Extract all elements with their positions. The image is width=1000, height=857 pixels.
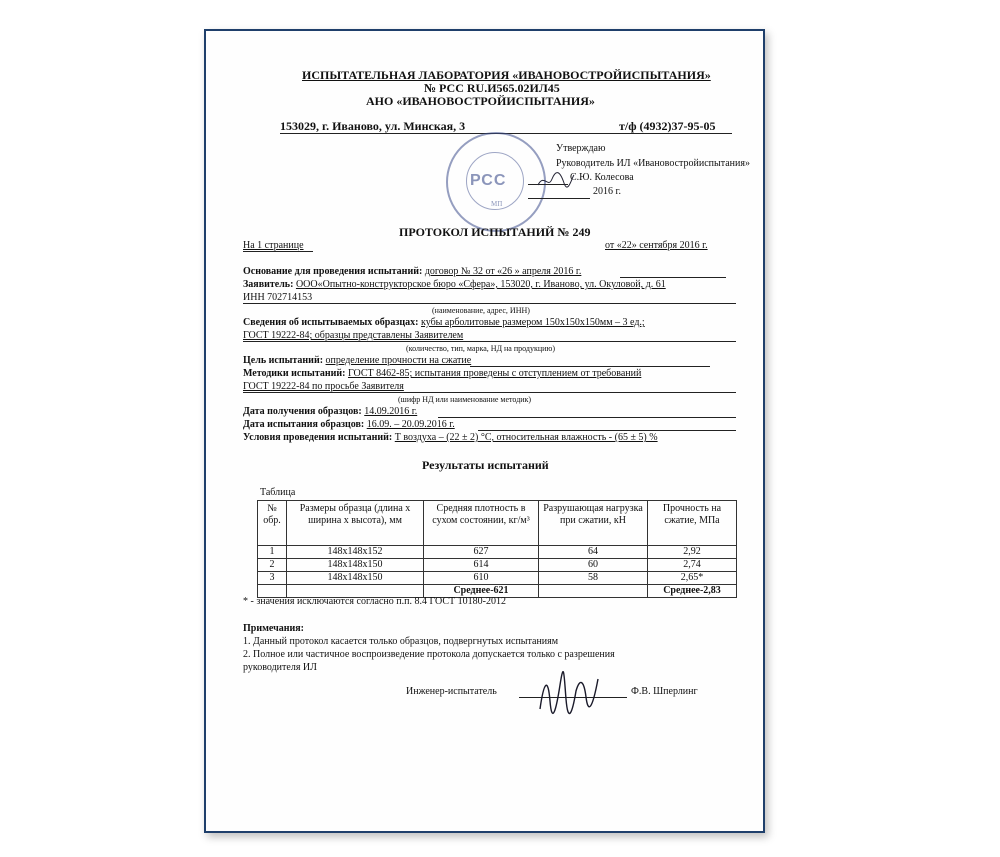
tested-label: Дата испытания образцов: [243, 419, 365, 430]
results-title: Результаты испытаний [422, 458, 549, 472]
goal-label: Цель испытаний: [243, 355, 324, 366]
conditions-value: Т воздуха – (22 ± 2) °С, относительная влажность - (65 ± 5) % [394, 432, 658, 443]
samples-row [243, 317, 645, 329]
cell: 614 [424, 559, 539, 572]
cell: 3 [258, 572, 287, 585]
cell: 2,65* [648, 572, 737, 585]
received-label: Дата получения образцов: [243, 406, 362, 417]
table-row [258, 572, 737, 585]
methods-row [243, 368, 641, 380]
cell: 60 [539, 559, 648, 572]
cell [539, 585, 648, 598]
methods-label: Методики испытаний: [243, 368, 346, 379]
protocol-title: ПРОТОКОЛ ИСПЫТАНИЙ № 249 [399, 225, 591, 239]
stamp-mp: МП [491, 200, 503, 208]
methods-hint: (шифр НД или наименование методик) [398, 395, 532, 404]
applicant-value: ООО«Опытно-конструкторское бюро «Сфера», 153020, г. Иваново, ул. Окуловой, д. 61 [295, 279, 666, 290]
received-value: 14.09.2016 г. [364, 406, 418, 417]
basis-row [243, 266, 581, 278]
methods-value: ГОСТ 8462-85; испытания проведены с отступлением от требований [348, 368, 642, 379]
col-header-density: Средняя плотность в сухом состоянии, кг/м³ [424, 501, 539, 546]
col-header-strength: Прочность на сжатие, МПа [648, 501, 737, 546]
cell: 148x148x150 [287, 572, 424, 585]
cell: 1 [258, 546, 287, 559]
tested-line [478, 430, 736, 431]
applicant-label: Заявитель: [243, 279, 294, 290]
protocol-date: от «22» сентября 2016 г. [605, 240, 708, 251]
samples-line [243, 341, 736, 342]
applicant-inn: ИНН 702714153 [243, 292, 313, 303]
methods-value-2: ГОСТ 19222-84 по просьбе Заявителя [243, 381, 404, 392]
tested-value: 16.09. – 20.09.2016 г. [366, 419, 455, 430]
engineer-signature-icon [534, 671, 604, 719]
protocol-pages: На 1 странице [243, 240, 304, 251]
approved-label: Утверждаю [556, 143, 606, 154]
applicant-hint: (наименование, адрес, ИНН) [432, 306, 530, 315]
results-table [257, 500, 737, 598]
methods-line [243, 392, 736, 393]
notes-title: Примечания: [243, 623, 305, 634]
table-row [258, 546, 737, 559]
approval-date-line [528, 198, 590, 199]
conditions-row [243, 432, 658, 444]
table-label: Таблица [260, 487, 296, 498]
goal-value: определение прочности на сжатие [325, 355, 472, 366]
samples-hint: (количество, тип, марка, НД на продукцию) [406, 344, 556, 353]
samples-value: кубы арболитовые размером 150х150х150мм – 3 ед.; [420, 317, 645, 328]
received-row [243, 406, 417, 418]
address: 153029, г. Иваново, ул. Минская, 3 [280, 119, 466, 133]
table-header-row [258, 501, 737, 546]
goal-line [470, 366, 710, 367]
round-stamp [446, 132, 546, 232]
engineer-name: Ф.В. Шперлинг [631, 686, 698, 697]
received-line [438, 417, 736, 418]
table-row [258, 559, 737, 572]
col-header-size: Размеры образца (длина х ширина х высота), мм [287, 501, 424, 546]
cell: 58 [539, 572, 648, 585]
cell: 610 [424, 572, 539, 585]
note-2-continued: руководителя ИЛ [243, 662, 317, 673]
basis-line [620, 277, 726, 278]
col-header-number: № обр. [258, 501, 287, 546]
note-2: 2. Полное или частичное воспроизведение протокола допускается только с разрешения [243, 649, 615, 660]
note-1: 1. Данный протокол касается только образцов, подвергнутых испытаниям [243, 636, 559, 647]
conditions-label: Условия проведения испытаний: [243, 432, 393, 443]
cell: 148x148x150 [287, 559, 424, 572]
cell: 2 [258, 559, 287, 572]
approval-name: С.Ю. Колесова [570, 172, 634, 183]
phone: т/ф (4932)37-95-05 [619, 119, 716, 133]
avg-strength: Среднее-2,83 [648, 585, 737, 598]
avg-density: Среднее-621 [424, 585, 539, 598]
document-sheet [204, 29, 765, 833]
approval-signature-icon [536, 169, 576, 191]
basis-value: договор № 32 от «26 » апреля 2016 г. [424, 266, 582, 277]
cell: 627 [424, 546, 539, 559]
registration-number: № РСС RU.И565.02ИЛ45 [424, 81, 560, 95]
basis-label: Основание для проведения испытаний: [243, 266, 423, 277]
goal-row [243, 355, 471, 367]
cell: 2,74 [648, 559, 737, 572]
applicant-row [243, 279, 666, 291]
approval-year: 2016 г. [593, 186, 621, 197]
cell: 64 [539, 546, 648, 559]
col-header-load: Разрушающая нагрузка при сжатии, кН [539, 501, 648, 546]
lab-name: ИСПЫТАТЕЛЬНАЯ ЛАБОРАТОРИЯ «ИВАНОВОСТРОЙИСПЫТАНИЯ» [302, 68, 711, 82]
table-footnote: * - значения исключаются согласно п.п. 8.4 ГОСТ 10180-2012 [243, 596, 506, 607]
cell: 148x148x152 [287, 546, 424, 559]
approval-head: Руководитель ИЛ «Ивановостройиспытания» [556, 158, 750, 169]
samples-value-2: ГОСТ 19222-84; образцы представлены Заявителем [243, 330, 464, 341]
organization-name: АНО «ИВАНОВОСТРОЙИСПЫТАНИЯ» [366, 94, 595, 108]
cell: 2,92 [648, 546, 737, 559]
applicant-line [243, 303, 736, 304]
engineer-role: Инженер-испытатель [406, 686, 497, 697]
tested-row [243, 419, 455, 431]
samples-label: Сведения об испытываемых образцах: [243, 317, 419, 328]
stamp-logo: РСС [470, 172, 507, 189]
pages-underline [243, 251, 313, 252]
